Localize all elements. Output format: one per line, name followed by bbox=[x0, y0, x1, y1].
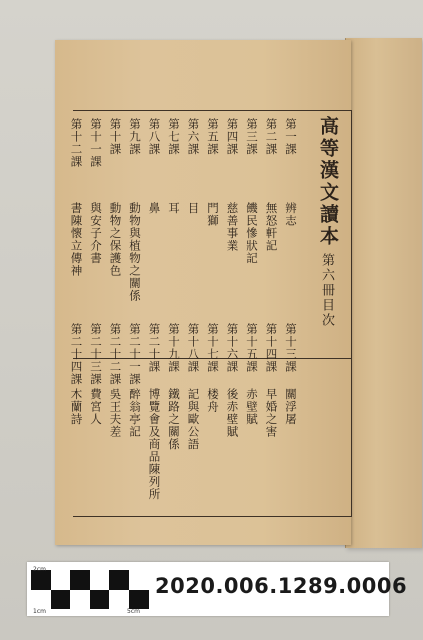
accession-label bbox=[27, 562, 408, 616]
toc-lesson-number: 第十八課 bbox=[186, 323, 201, 373]
toc-lesson-title: 後赤壁賦 bbox=[225, 388, 240, 438]
toc-lesson-number: 第十六課 bbox=[225, 323, 240, 373]
toc-lesson-number: 第十課 bbox=[108, 118, 123, 156]
toc-lesson-number: 第二十一課 bbox=[128, 323, 142, 386]
toc-lesson-title: 耳 bbox=[167, 202, 181, 215]
scale-text-bottom-mid: 5cm bbox=[127, 608, 140, 615]
toc-lesson-number: 第二課 bbox=[264, 118, 279, 156]
toc-lesson-title: 鼻 bbox=[147, 202, 162, 215]
toc-lesson-title: 吳王夫差 bbox=[108, 388, 123, 438]
scale-square bbox=[70, 590, 90, 610]
toc-lesson-number: 第二十四課 bbox=[69, 323, 84, 386]
toc-subtitle: 第六冊目次 bbox=[319, 253, 334, 328]
toc-lesson-number: 第十四課 bbox=[264, 323, 279, 373]
toc-lesson-title: 辨志 bbox=[284, 202, 298, 227]
toc-lesson-title: 與安子介書 bbox=[89, 202, 103, 265]
toc-lesson-number: 第四課 bbox=[225, 118, 240, 156]
toc-frame bbox=[73, 110, 352, 517]
toc-lesson-title: 費宮人 bbox=[89, 388, 103, 426]
toc-lesson-number: 第六課 bbox=[186, 118, 201, 156]
toc-lesson-number: 第十七課 bbox=[206, 323, 220, 373]
toc-lesson-title: 關浮屠 bbox=[284, 388, 298, 426]
toc-lesson-title: 無怒軒記 bbox=[264, 202, 279, 252]
toc-lesson-title: 目 bbox=[186, 202, 201, 215]
toc-lesson-number: 第七課 bbox=[167, 118, 181, 156]
toc-lesson-number: 第三課 bbox=[245, 118, 259, 156]
book-title: 高等漢文讀本 bbox=[317, 116, 339, 248]
toc-lesson-number: 第十九課 bbox=[167, 323, 181, 373]
toc-lesson-title: 醉翁亭記 bbox=[128, 388, 142, 438]
scale-square bbox=[51, 590, 71, 610]
toc-lesson-number: 第二十課 bbox=[147, 323, 162, 373]
toc-lesson-title: 動物與植物之關係 bbox=[128, 202, 142, 302]
toc-lesson-title: 木蘭詩 bbox=[69, 388, 84, 426]
toc-lesson-title: 赤壁賦 bbox=[245, 388, 259, 426]
toc-lesson-number: 第二十二課 bbox=[108, 323, 123, 386]
next-page-edge bbox=[345, 38, 422, 548]
scale-square bbox=[70, 570, 90, 590]
scale-square bbox=[129, 590, 149, 610]
toc-lesson-title: 饑民慘狀記 bbox=[245, 202, 259, 265]
toc-lesson-number: 第十五課 bbox=[245, 323, 259, 373]
toc-lesson-title: 書陳懷立傳神 bbox=[69, 202, 84, 277]
scale-text-left: 2cm bbox=[33, 566, 46, 573]
toc-lesson-title: 鐵路之關係 bbox=[167, 388, 181, 451]
scale-square bbox=[51, 570, 71, 590]
toc-lesson-title: 慈善事業 bbox=[225, 202, 240, 252]
scale-square bbox=[31, 590, 51, 610]
scale-square bbox=[90, 570, 110, 590]
toc-lesson-title: 早婚之害 bbox=[264, 388, 279, 438]
scale-checkerboard bbox=[31, 566, 149, 612]
toc-lesson-title: 動物之保護色 bbox=[108, 202, 123, 277]
toc-lesson-number: 第八課 bbox=[147, 118, 162, 156]
toc-lesson-number: 第十三課 bbox=[284, 323, 298, 373]
toc-lesson-number: 第五課 bbox=[206, 118, 220, 156]
toc-lesson-title: 博覽會及商品陳列所 bbox=[147, 388, 162, 501]
book-page bbox=[55, 40, 351, 545]
scale-square bbox=[109, 570, 129, 590]
toc-lesson-number: 第一課 bbox=[284, 118, 298, 156]
toc-lesson-number: 第十二課 bbox=[69, 118, 84, 168]
toc-lesson-title: 記與歐公語 bbox=[186, 388, 201, 451]
scale-text-bottom-left: 1cm bbox=[33, 608, 46, 615]
toc-lesson-number: 第二十三課 bbox=[89, 323, 103, 386]
scale-square bbox=[90, 590, 110, 610]
toc-lesson-number: 第九課 bbox=[128, 118, 142, 156]
scale-square bbox=[109, 590, 129, 610]
scale-square bbox=[129, 570, 149, 590]
toc-lesson-number: 第十一課 bbox=[89, 118, 103, 168]
toc-lesson-title: 門獅 bbox=[206, 202, 220, 227]
toc-lesson-title: 楼舟 bbox=[206, 388, 220, 413]
accession-number: 2020.006.1289.0006 bbox=[155, 574, 408, 598]
